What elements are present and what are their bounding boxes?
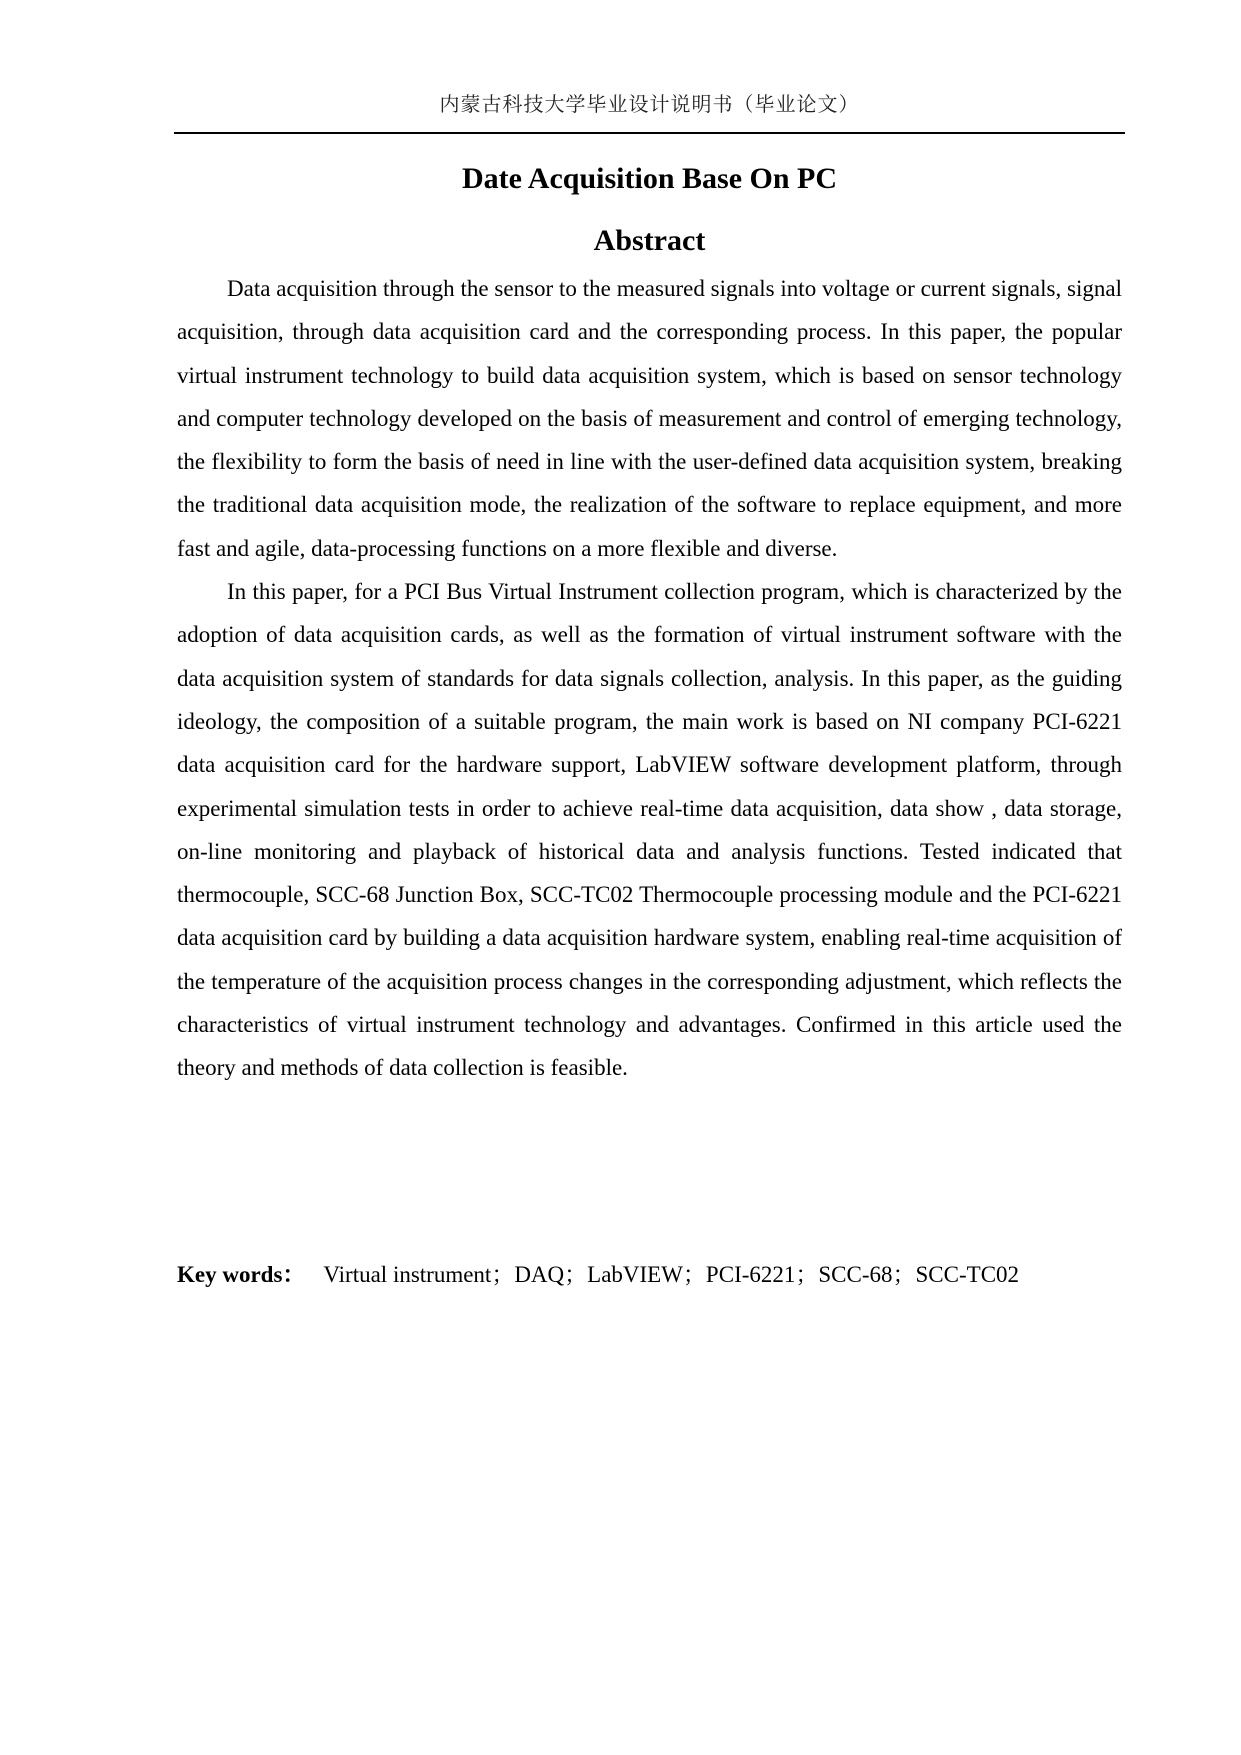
keywords-line [177, 1253, 1122, 1296]
abstract-paragraph-1: Data acquisition through the sensor to the measured signals into voltage or current signals, signal acquisition, through data acquisition card and the corresponding process. In this paper, the popular virtual instrument technology to build data acquisition system, which is based on sensor technology and computer technology developed on the basis of measurement and control of emerging technology, the flexibility to form the basis of need in line with the user-defined data acquisition system, breaking the traditional data acquisition mode, the realization of the software to replace equipment, and more fast and agile, data-processing functions on a more flexible and diverse. [177, 276, 1122, 561]
abstract-heading: Abstract [593, 224, 706, 257]
running-header: 内蒙古科技大学毕业设计说明书（毕业论文） [439, 92, 860, 116]
abstract-paragraph-2: In this paper, for a PCI Bus Virtual Instrument collection program, which is characterized by the adoption of data acquisition cards, as well as the formation of virtual instrument software with the data acquisition system of standards for data signals collection, analysis. In this paper, as the guiding ideology, the composition of a suitable program, the main work is based on NI company PCI-6221 data acquisition card for the hardware support, LabVIEW software development platform, through experimental simulation tests in order to achieve real-time data acquisition, data show , data storage, on-line monitoring and playback of historical data and analysis functions. Tested indicated that thermocouple, SCC-68 Junction Box, SCC-TC02 Thermocouple processing module and the PCI-6221 data acquisition card by building a data acquisition hardware system, enabling real-time acquisition of the temperature of the acquisition process changes in the corresponding adjustment, which reflects the characteristics of virtual instrument technology and advantages. Confirmed in this article used the theory and methods of data collection is feasible. [177, 579, 1122, 1081]
keywords-text: Virtual instrument；DAQ；LabVIEW；PCI-6221；SCC-68；SCC-TC02 [323, 1262, 1020, 1287]
paper-title: Date Acquisition Base On PC [461, 162, 838, 195]
header-rule [174, 132, 1125, 134]
keywords-label: Key words： [177, 1262, 306, 1287]
abstract-body [177, 267, 1122, 1090]
